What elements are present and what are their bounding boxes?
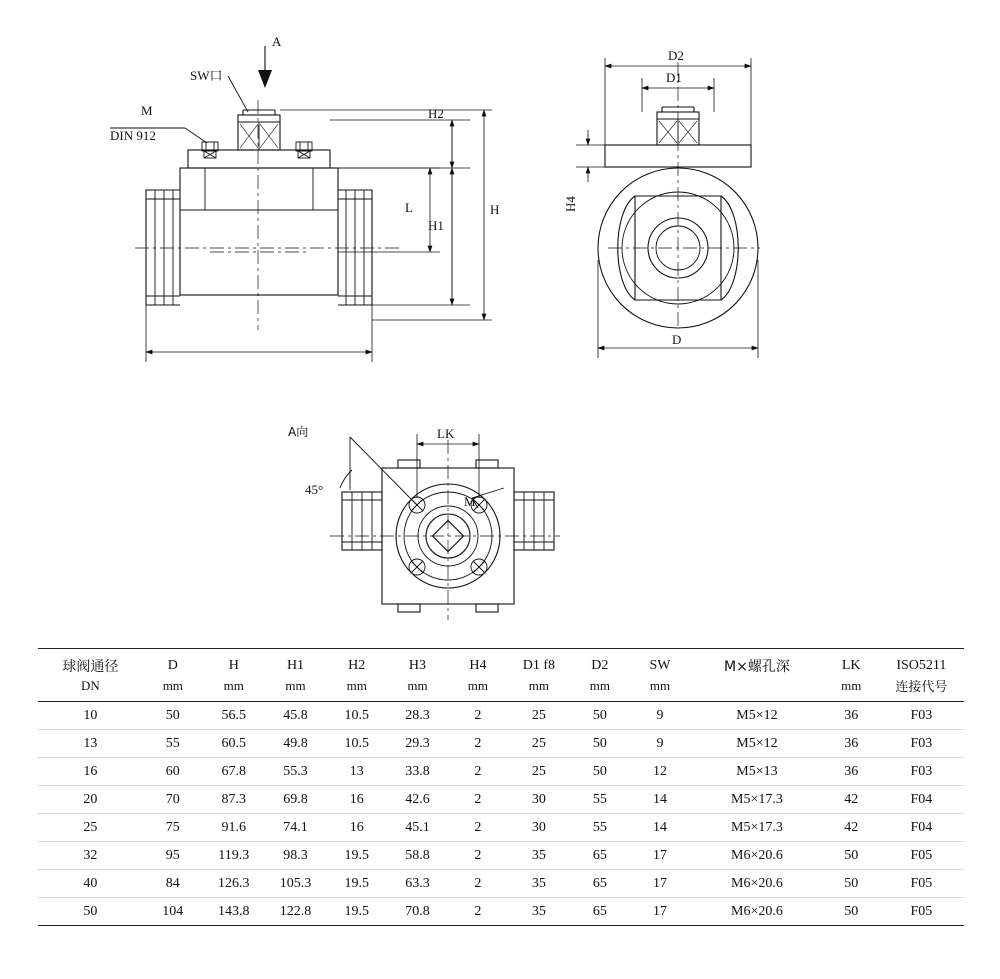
th-h3: H3	[408, 658, 427, 673]
th-unit-m	[690, 676, 824, 702]
table-cell: 35	[531, 903, 546, 919]
table-cell: 70.8	[405, 903, 430, 919]
table-row	[38, 870, 964, 898]
table-cell: F05	[910, 903, 933, 919]
table-row	[38, 758, 964, 786]
label-m-top: M	[464, 494, 476, 509]
table-cell: 50	[844, 875, 859, 891]
table-cell: 13	[83, 735, 98, 751]
table-cell: 50	[592, 763, 607, 779]
table-cell: 28.3	[405, 707, 430, 723]
table-cell: 122.8	[279, 903, 312, 919]
table-cell: 50	[165, 707, 180, 723]
table-cell: 143.8	[218, 903, 250, 919]
table-cell: 55	[165, 735, 180, 751]
table-cell: 2	[474, 791, 482, 807]
th-d: D	[167, 658, 178, 673]
th-lk: LK	[841, 658, 861, 673]
table-cell: 17	[653, 903, 668, 919]
dim-h: H	[490, 202, 500, 217]
label-45deg: 45°	[305, 482, 324, 497]
th-m-thread-depth: M×螺孔深	[724, 659, 790, 675]
th-unit-h3: mm	[407, 677, 428, 693]
table-cell: 25	[531, 707, 546, 723]
th-unit-dn: DN	[80, 677, 100, 693]
table-cell: 36	[844, 763, 859, 779]
label-a-front: A	[272, 34, 282, 49]
table-cell: 126.3	[218, 875, 250, 891]
table-cell: 63.3	[405, 875, 430, 891]
table-cell: 9	[656, 707, 664, 723]
table-cell: M5×17.3	[731, 791, 783, 807]
table-cell: 67.8	[221, 763, 247, 779]
table-cell: 9	[656, 735, 664, 751]
table-cell: 65	[592, 847, 607, 863]
table-cell: 58.8	[405, 847, 430, 863]
table-cell: 65	[592, 903, 607, 919]
table-cell: 75	[165, 819, 180, 835]
table-cell: 16	[349, 791, 364, 807]
table-cell: 2	[474, 763, 482, 779]
table-cell: 14	[653, 791, 668, 807]
table-cell: 45.1	[405, 819, 430, 835]
table-cell: F05	[910, 847, 933, 863]
table-cell: 119.3	[218, 847, 250, 863]
th-h2: H2	[348, 658, 366, 673]
table-cell: M6×20.6	[731, 903, 783, 919]
table-cell: M5×13	[736, 763, 778, 779]
table-cell: 17	[653, 847, 668, 863]
label-m-front: M	[141, 103, 153, 118]
table-cell: F03	[910, 735, 933, 751]
specification-table	[38, 648, 964, 926]
table-cell: 10.5	[344, 707, 369, 723]
dim-h1: H1	[428, 218, 444, 233]
table-row	[38, 730, 964, 758]
table-cell: 70	[165, 791, 180, 807]
th-unit-sw: mm	[649, 677, 671, 693]
table-cell: 42.6	[405, 791, 430, 807]
table-cell: 104	[162, 903, 184, 919]
table-cell: 29.3	[405, 735, 430, 751]
table-cell: 49.8	[283, 735, 308, 751]
table-cell: F04	[910, 819, 933, 835]
th-unit-h2: mm	[346, 677, 367, 693]
front-view	[110, 34, 499, 362]
th-unit-h1: mm	[285, 677, 306, 693]
th-h1: H1	[286, 658, 305, 673]
table-cell: 17	[653, 875, 668, 891]
th-unit-d: mm	[162, 677, 183, 693]
th-h: H	[228, 658, 239, 673]
table-cell: 55.3	[283, 763, 308, 779]
table-cell: 16	[349, 819, 364, 835]
table-cell: 19.5	[344, 847, 369, 863]
table-row	[38, 786, 964, 814]
table-cell: 35	[531, 875, 546, 891]
table-cell: 40	[83, 875, 98, 891]
table-header-row-bottom	[38, 676, 964, 702]
th-unit-d2: mm	[589, 677, 610, 693]
specification-table-wrapper	[38, 648, 964, 926]
table-row	[38, 814, 964, 842]
table-cell: F05	[910, 875, 933, 891]
table-cell: 2	[474, 735, 482, 751]
table-cell: 32	[83, 847, 98, 863]
table-cell: M6×20.6	[731, 875, 783, 891]
dim-h3: L	[405, 200, 413, 215]
table-cell: 10.5	[344, 735, 369, 751]
table-cell: 19.5	[344, 903, 369, 919]
table-cell: 74.1	[283, 819, 308, 835]
top-view-a	[288, 425, 560, 620]
table-cell: 91.6	[221, 819, 247, 835]
table-cell: 36	[844, 707, 859, 723]
dim-h2: H2	[428, 106, 444, 121]
table-cell: 19.5	[344, 875, 369, 891]
th-unit-h: mm	[223, 677, 244, 693]
table-cell: 2	[474, 875, 482, 891]
label-sw: SW口	[190, 68, 223, 83]
table-cell: 50	[83, 903, 98, 919]
table-cell: 55	[592, 819, 607, 835]
table-cell: 45.8	[283, 707, 308, 723]
table-cell: 50	[592, 707, 607, 723]
th-unit-lk: mm	[841, 677, 862, 693]
table-cell: 20	[83, 791, 98, 807]
th-h4: H4	[469, 658, 487, 673]
dim-h4: H4	[563, 196, 578, 212]
table-cell: 10	[83, 707, 98, 723]
table-row	[38, 702, 964, 730]
table-cell: 33.8	[405, 763, 430, 779]
dim-d2: D2	[668, 48, 684, 63]
th-sw: SW	[649, 658, 671, 673]
dim-d: D	[672, 332, 682, 347]
table-cell: 30	[531, 791, 546, 807]
table-cell: 50	[844, 903, 859, 919]
table-cell: 30	[531, 819, 546, 835]
table-cell: 42	[844, 819, 859, 835]
table-cell: 14	[653, 819, 668, 835]
table-cell: 56.5	[221, 707, 247, 723]
side-view	[563, 48, 760, 358]
table-cell: F04	[910, 791, 933, 807]
table-cell: 2	[474, 847, 482, 863]
table-cell: 25	[83, 819, 98, 835]
table-cell: 60	[165, 763, 180, 779]
th-d1f8: D1 f8	[522, 658, 555, 673]
table-cell: 2	[474, 819, 482, 835]
table-cell: 42	[844, 791, 859, 807]
table-cell: 50	[844, 847, 859, 863]
table-cell: 69.8	[283, 791, 308, 807]
table-cell: 65	[592, 875, 607, 891]
table-cell: 12	[653, 763, 668, 779]
table-cell: M6×20.6	[731, 847, 783, 863]
th-unit-h4: mm	[467, 677, 488, 693]
th-unit-d1: mm	[528, 677, 549, 693]
label-a-direction: A向	[288, 425, 309, 439]
table-cell: 16	[83, 763, 98, 779]
table-cell: 25	[531, 763, 546, 779]
dim-lk: LK	[437, 426, 455, 441]
table-cell: 2	[474, 903, 482, 919]
table-cell: 95	[165, 847, 180, 863]
dim-d1: D1	[666, 70, 682, 85]
table-body	[38, 702, 964, 926]
table-cell: 98.3	[283, 847, 308, 863]
th-dn: 球阀通径	[62, 659, 119, 675]
table-cell: 55	[592, 791, 607, 807]
table-row	[38, 842, 964, 870]
table-cell: 50	[592, 735, 607, 751]
table-cell: M5×12	[736, 707, 778, 723]
table-cell: F03	[910, 707, 933, 723]
table-cell: 13	[349, 763, 364, 779]
table-cell: M5×12	[736, 735, 778, 751]
table-cell: 84	[165, 875, 180, 891]
th-d2: D2	[591, 658, 609, 673]
th-iso-code: 连接代号	[895, 680, 948, 695]
label-din912: DIN 912	[110, 128, 156, 143]
table-cell: F03	[910, 763, 933, 779]
table-cell: 60.5	[221, 735, 247, 751]
table-row	[38, 898, 964, 926]
table-cell: 25	[531, 735, 546, 751]
table-cell: 87.3	[221, 791, 247, 807]
table-cell: 105.3	[279, 875, 312, 891]
table-head	[38, 649, 964, 702]
table-cell: 36	[844, 735, 859, 751]
table-cell: 2	[474, 707, 482, 723]
th-iso5211: ISO5211	[896, 658, 947, 673]
table-header-row-top	[38, 649, 964, 677]
table-cell: 35	[531, 847, 546, 863]
table-cell: M5×17.3	[731, 819, 783, 835]
